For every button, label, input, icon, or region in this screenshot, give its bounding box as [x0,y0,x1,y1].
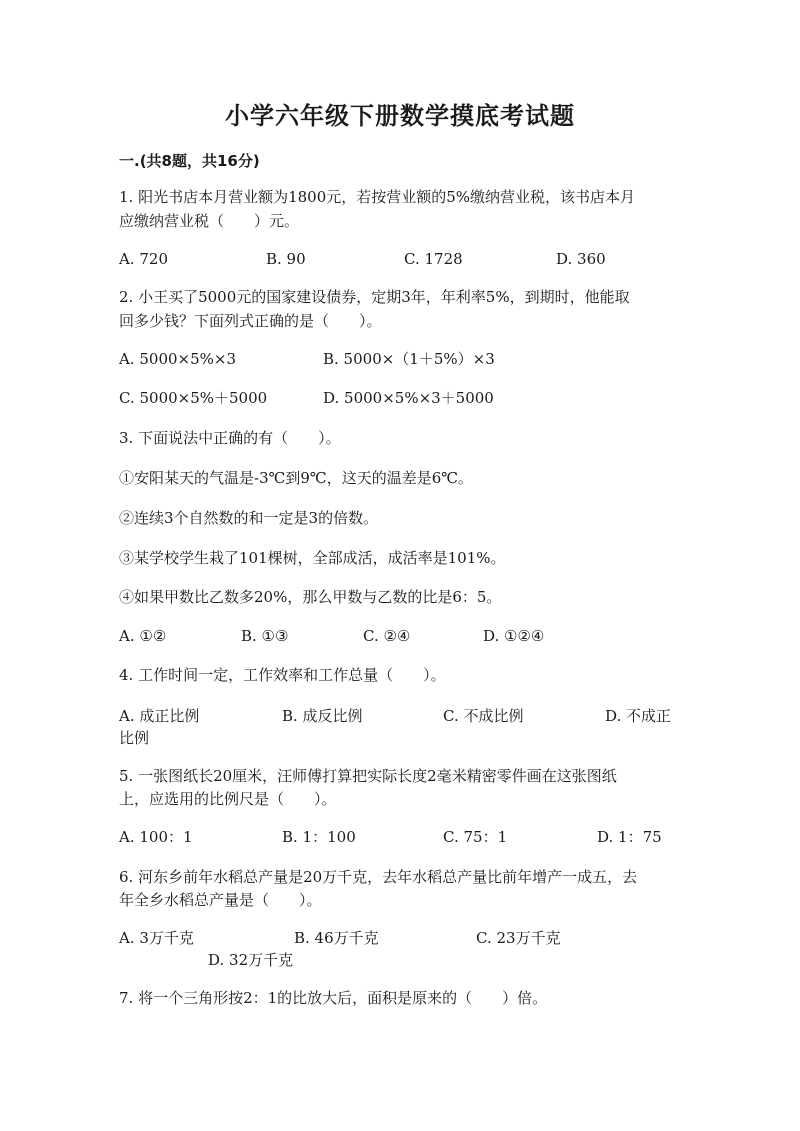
option-b: B. 46万千克 [294,929,379,947]
option-c: C. ②④ [363,627,411,645]
option-b: B. ①③ [241,627,289,645]
option-d: D. ①②④ [483,627,545,645]
question-text-line: 年全乡水稻总产量是（ ）。 [119,891,322,909]
statement-3: ③某学校学生栽了101棵树，全部成活，成活率是101%。 [119,549,506,567]
question-text-line: 4. 工作时间一定，工作效率和工作总量（ ）。 [119,666,446,684]
section-header: 一.(共8题，共16分) [119,152,260,170]
option-b: B. 90 [266,250,306,268]
option-c: C. 1728 [404,250,463,268]
option-a: A. 720 [119,250,168,268]
option-c: C. 不成比例 [443,707,524,725]
option-a: A. 成正比例 [119,707,200,725]
question-text-line: 6. 河东乡前年水稻总产量是20万千克，去年水稻总产量比前年增产一成五，去 [119,868,638,886]
question-text-line: 1. 阳光书店本月营业额为1800元，若按营业额的5%缴纳营业税，该书店本月 [119,188,636,206]
statement-4: ④如果甲数比乙数多20%，那么甲数与乙数的比是6：5。 [119,588,502,606]
option-a: A. 5000×5%×3 [119,350,237,368]
option-c: C. 23万千克 [476,929,561,947]
option-d: D. 360 [556,250,606,268]
page-title: 小学六年级下册数学摸底考试题 [225,102,575,130]
option-b: B. 5000×（1＋5%）×3 [323,350,495,368]
option-a: A. 100：1 [119,828,193,846]
option-c: C. 75：1 [443,828,508,846]
statement-1: ①安阳某天的气温是-3℃到9℃，这天的温差是6℃。 [119,469,474,487]
option-b: B. 1：100 [282,828,356,846]
option-a: A. 3万千克 [119,929,194,947]
option-d: D. 5000×5%×3＋5000 [323,389,494,407]
question-text-line: 3. 下面说法中正确的有（ ）。 [119,429,341,447]
question-text-line: 5. 一张图纸长20厘米，汪师傅打算把实际长度2毫米精密零件画在这张图纸 [119,767,617,785]
option-d-continuation: 比例 [119,729,150,747]
question-text-line: 7. 将一个三角形按2：1的比放大后，面积是原来的（ ）倍。 [119,989,548,1007]
question-text-line: 上，应选用的比例尺是（ ）。 [119,790,337,808]
option-d: D. 1：75 [597,828,662,846]
question-text-line: 回多少钱？下面列式正确的是（ ）。 [119,312,382,330]
option-b: B. 成反比例 [282,707,363,725]
option-d: D. 32万千克 [208,951,294,969]
question-text-line: 2. 小王买了5000元的国家建设债券，定期3年，年利率5%，到期时，他能取 [119,288,630,306]
statement-2: ②连续3个自然数的和一定是3的倍数。 [119,509,379,527]
option-a: A. ①② [119,627,167,645]
question-text-line: 应缴纳营业税（ ）元。 [119,212,300,230]
option-c: C. 5000×5%＋5000 [119,389,268,407]
option-d: D. 不成正 [605,707,672,725]
